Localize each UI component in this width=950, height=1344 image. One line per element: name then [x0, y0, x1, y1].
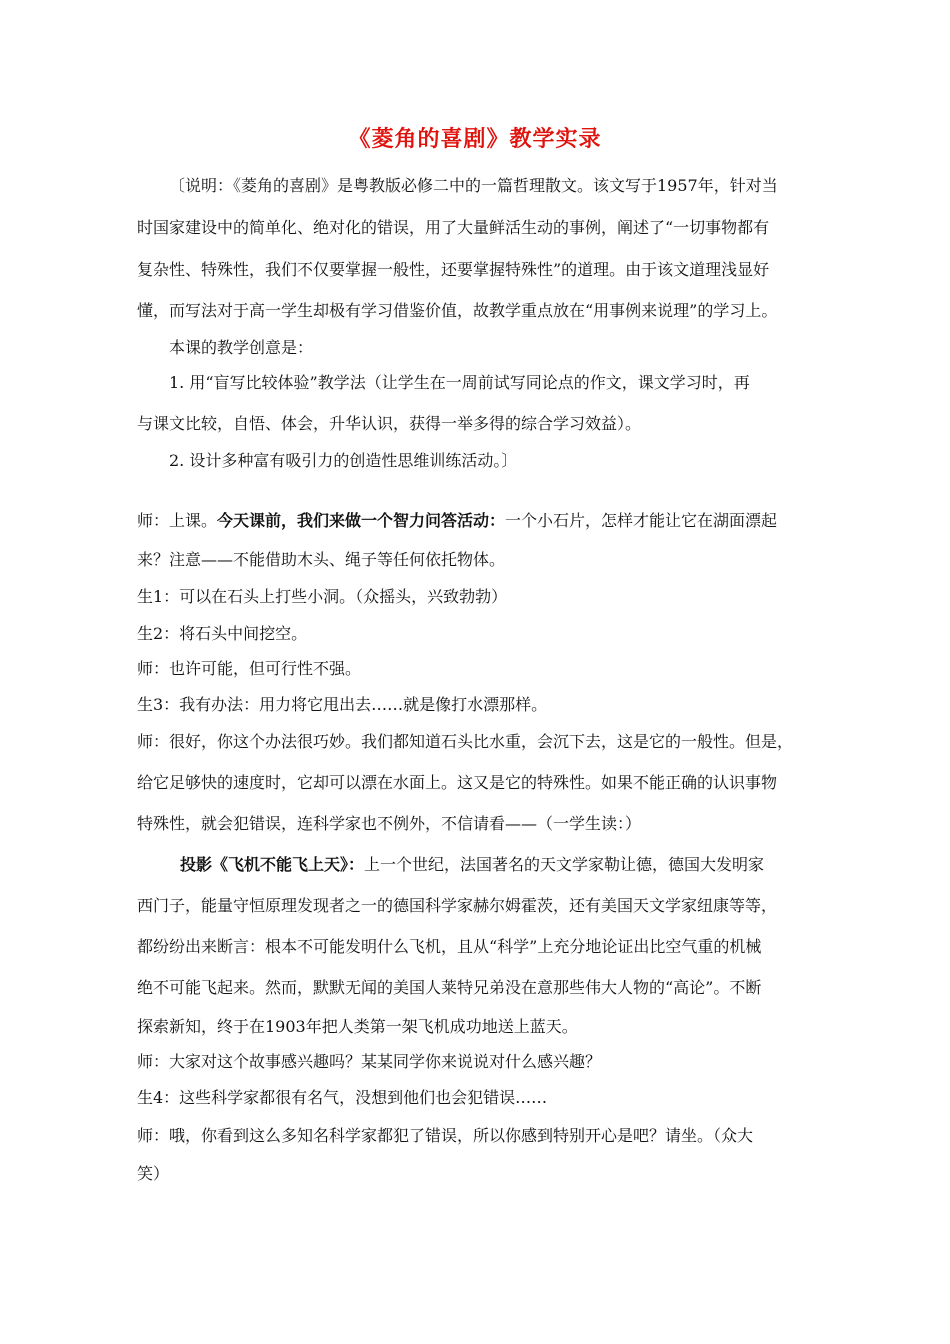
document-title: 《菱角的喜剧》教学实录 — [348, 126, 602, 152]
projection-line — [180, 855, 821, 875]
projection-line: 西门子，能量守恒原理发现者之一的德国科学家赫尔姆霍茨，还有美国天文学家纽康等等， — [137, 896, 778, 915]
dialog-line: 师：哦，你看到这么多知名科学家都犯了错误，所以你感到特别开心是吧？请坐。（众大 — [137, 1126, 754, 1145]
intro-line: 复杂性、特殊性，我们不仅要掌握一般性，还要掌握特殊性”的道理。由于该文道理浅显好 — [137, 260, 770, 279]
dialog-line: 师：也许可能，但可行性不强。 — [137, 659, 362, 678]
projection-line: 探索新知，终于在1903年把人类第一架飞机成功地送上蓝天。 — [137, 1017, 578, 1036]
projection-line: 都纷纷出来断言：根本不可能发明什么飞机，且从“科学”上充分地论证出比空气重的机械 — [137, 937, 762, 956]
dialog-emphasis: 今天课前，我们来做一个智力问答活动： — [217, 511, 506, 530]
projection-heading: 投影《飞机不能飞上天》： — [180, 855, 365, 874]
intro-line: 1. 用“盲写比较体验”教学法（让学生在一周前试写同论点的作文，课文学习时，再 — [169, 373, 750, 392]
projection-line: 绝不可能飞起来。然而，默默无闻的美国人莱特兄弟没在意那些伟大人物的“高论”。不断 — [137, 978, 762, 997]
dialog-line: 师：大家对这个故事感兴趣吗？某某同学你来说说对什么感兴趣？ — [137, 1052, 602, 1071]
dialog-line: 特殊性，就会犯错误，连科学家也不例外，不信请看——（一学生读：） — [137, 814, 642, 833]
intro-line: 〔说明：《菱角的喜剧》是粤教版必修二中的一篇哲理散文。该文写于1957年，针对当 — [169, 176, 778, 195]
dialog-line: 生3：我有办法：用力将它甩出去……就是像打水漂那样。 — [137, 695, 548, 714]
intro-line: 2. 设计多种富有吸引力的创造性思维训练活动。〕 — [169, 451, 518, 470]
projection-text: 上一个世纪，法国著名的天文学家勒让德，德国大发明家 — [364, 855, 765, 874]
dialog-line: 笑） — [137, 1164, 170, 1183]
dialog-text: 一个小石片，怎样才能让它在湖面漂起 — [505, 511, 778, 530]
dialog-line: 师：很好，你这个办法很巧妙。我们都知道石头比水重，会沉下去，这是它的一般性。但是， — [137, 732, 794, 751]
dialog-line: 生1：可以在石头上打些小洞。（众摇头，兴致勃勃） — [137, 587, 508, 606]
dialog-line: 来？注意——不能借助木头、绳子等任何依托物体。 — [137, 550, 506, 569]
dialog-line — [137, 511, 821, 531]
dialog-line: 给它足够快的速度时，它却可以漂在水面上。这又是它的特殊性。如果不能正确的认识事物 — [137, 773, 778, 792]
dialog-speaker-text: 师：上课。 — [137, 511, 218, 530]
intro-line: 本课的教学创意是： — [169, 338, 314, 357]
dialog-line: 生2：将石头中间挖空。 — [137, 624, 308, 643]
dialog-line: 生4：这些科学家都很有名气，没想到他们也会犯错误…… — [137, 1088, 548, 1107]
intro-line: 与课文比较，自悟、体会，升华认识，获得一举多得的综合学习效益）。 — [137, 414, 642, 433]
intro-line: 时国家建设中的简单化、绝对化的错误，用了大量鲜活生动的事例，阐述了“一切事物都有 — [137, 218, 770, 237]
intro-line: 懂，而写法对于高一学生却极有学习借鉴价值，故教学重点放在“用事例来说理”的学习上。 — [137, 301, 778, 320]
